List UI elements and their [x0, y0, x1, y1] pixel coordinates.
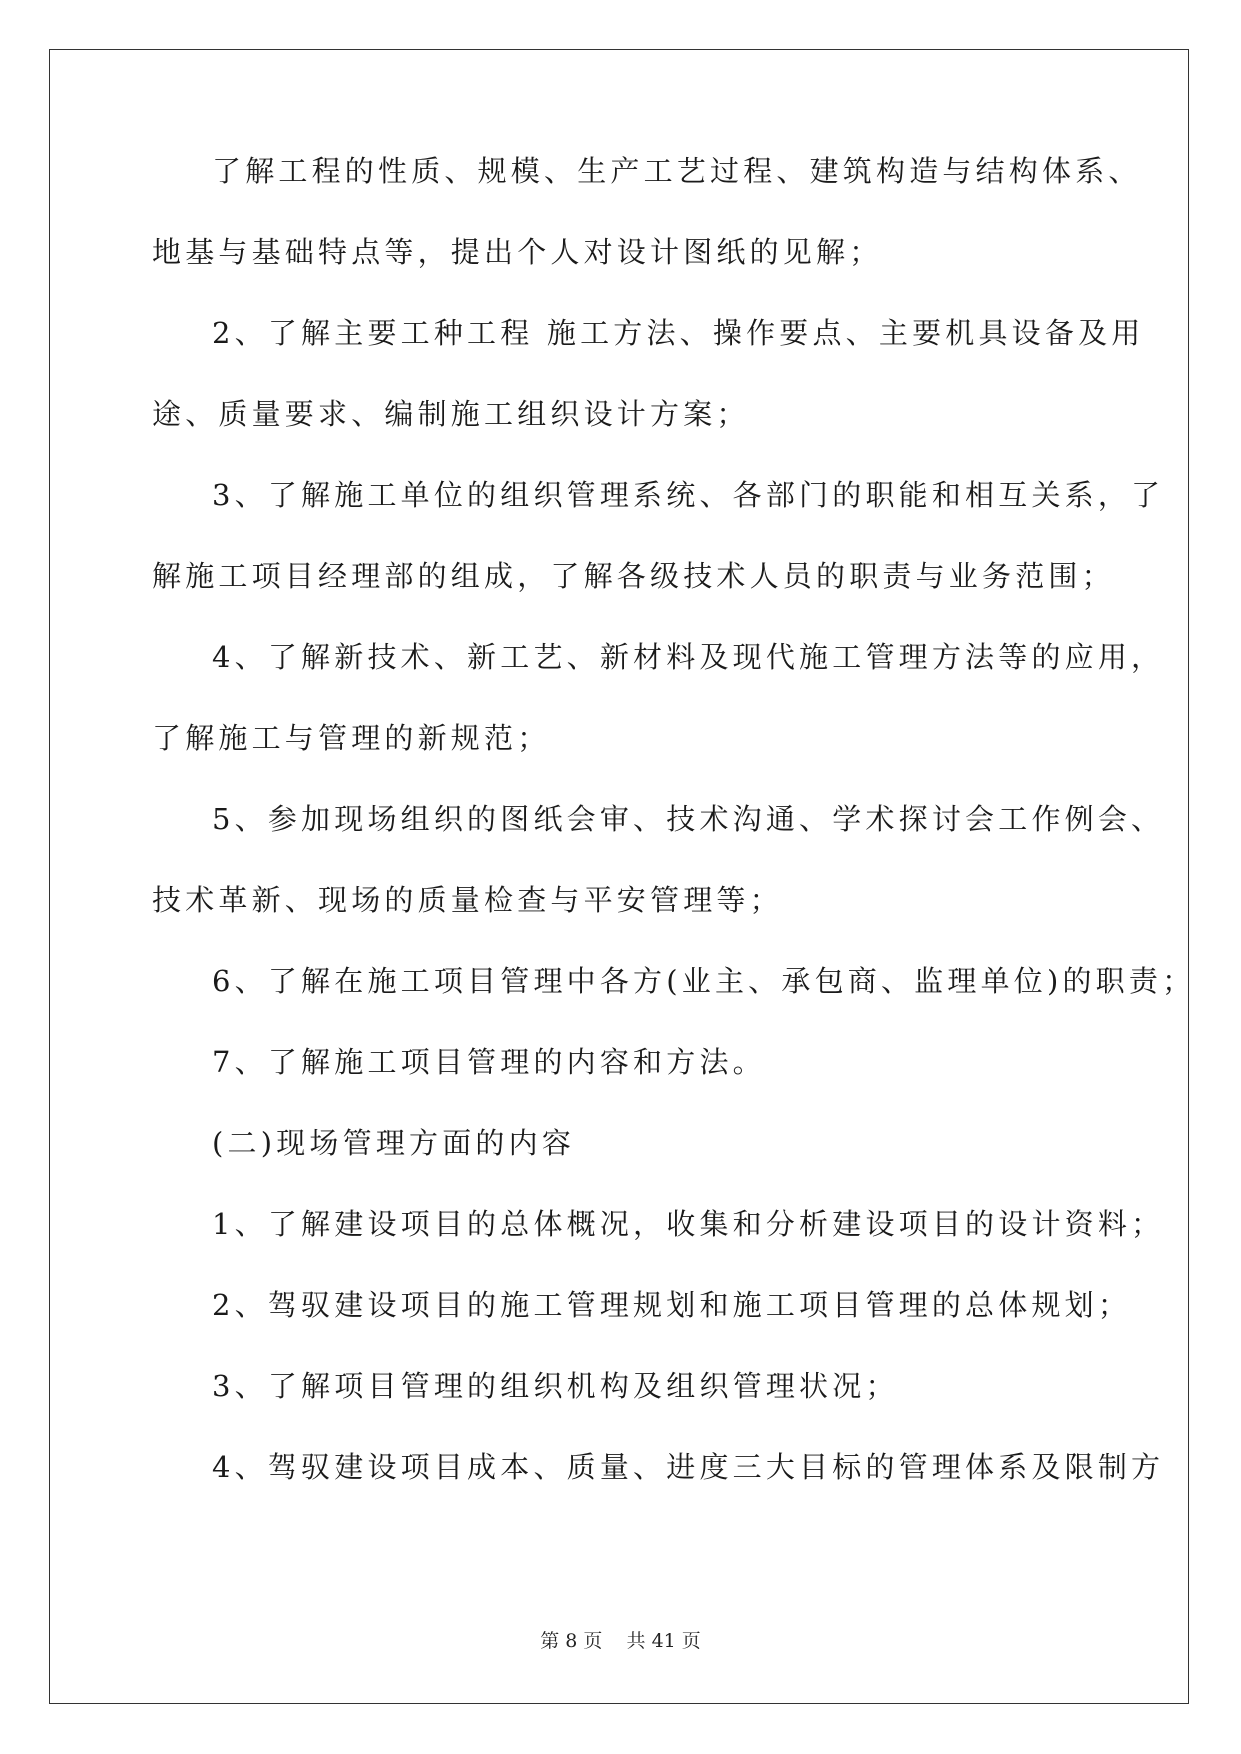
section-heading: (二)现场管理方面的内容: [212, 1126, 576, 1160]
text-line: 3、了解施工单位的组织管理系统、各部门的职能和相互关系，了: [212, 478, 1165, 512]
text-line: 2、驾驭建设项目的施工管理规划和施工项目管理的总体规划；: [212, 1288, 1132, 1322]
page-footer: [0, 1626, 1241, 1653]
total-pages: 共 41 页: [626, 1630, 701, 1652]
text-line: 途、质量要求、编制施工组织设计方案；: [152, 397, 750, 431]
text-line: 解施工项目经理部的组成，了解各级技术人员的职责与业务范围；: [152, 559, 1115, 593]
text-line: 了解施工与管理的新规范；: [152, 721, 551, 755]
text-line: 7、了解施工项目管理的内容和方法。: [212, 1045, 766, 1079]
text-line: 地基与基础特点等，提出个人对设计图纸的见解；: [152, 235, 883, 269]
text-line: 技术革新、现场的质量检查与平安管理等；: [152, 883, 783, 917]
text-line: 2、了解主要工种工程 施工方法、操作要点、主要机具设备及用: [212, 316, 1145, 350]
page-number: 第 8 页: [540, 1630, 603, 1652]
document-body: [152, 144, 1196, 1521]
text-line: 5、参加现场组织的图纸会审、技术沟通、学术探讨会工作例会、: [212, 802, 1165, 836]
text-line: 3、了解项目管理的组织机构及组织管理状况；: [212, 1369, 899, 1403]
text-line: 4、驾驭建设项目成本、质量、进度三大目标的管理体系及限制方: [212, 1450, 1165, 1484]
text-line: 了解工程的性质、规模、生产工艺过程、建筑构造与结构体系、: [212, 154, 1142, 188]
text-line: 6、了解在施工项目管理中各方(业主、承包商、监理单位)的职责；: [212, 964, 1196, 998]
text-line: 1、了解建设项目的总体概况，收集和分析建设项目的设计资料；: [212, 1207, 1165, 1241]
text-line: 4、了解新技术、新工艺、新材料及现代施工管理方法等的应用，: [212, 640, 1165, 674]
